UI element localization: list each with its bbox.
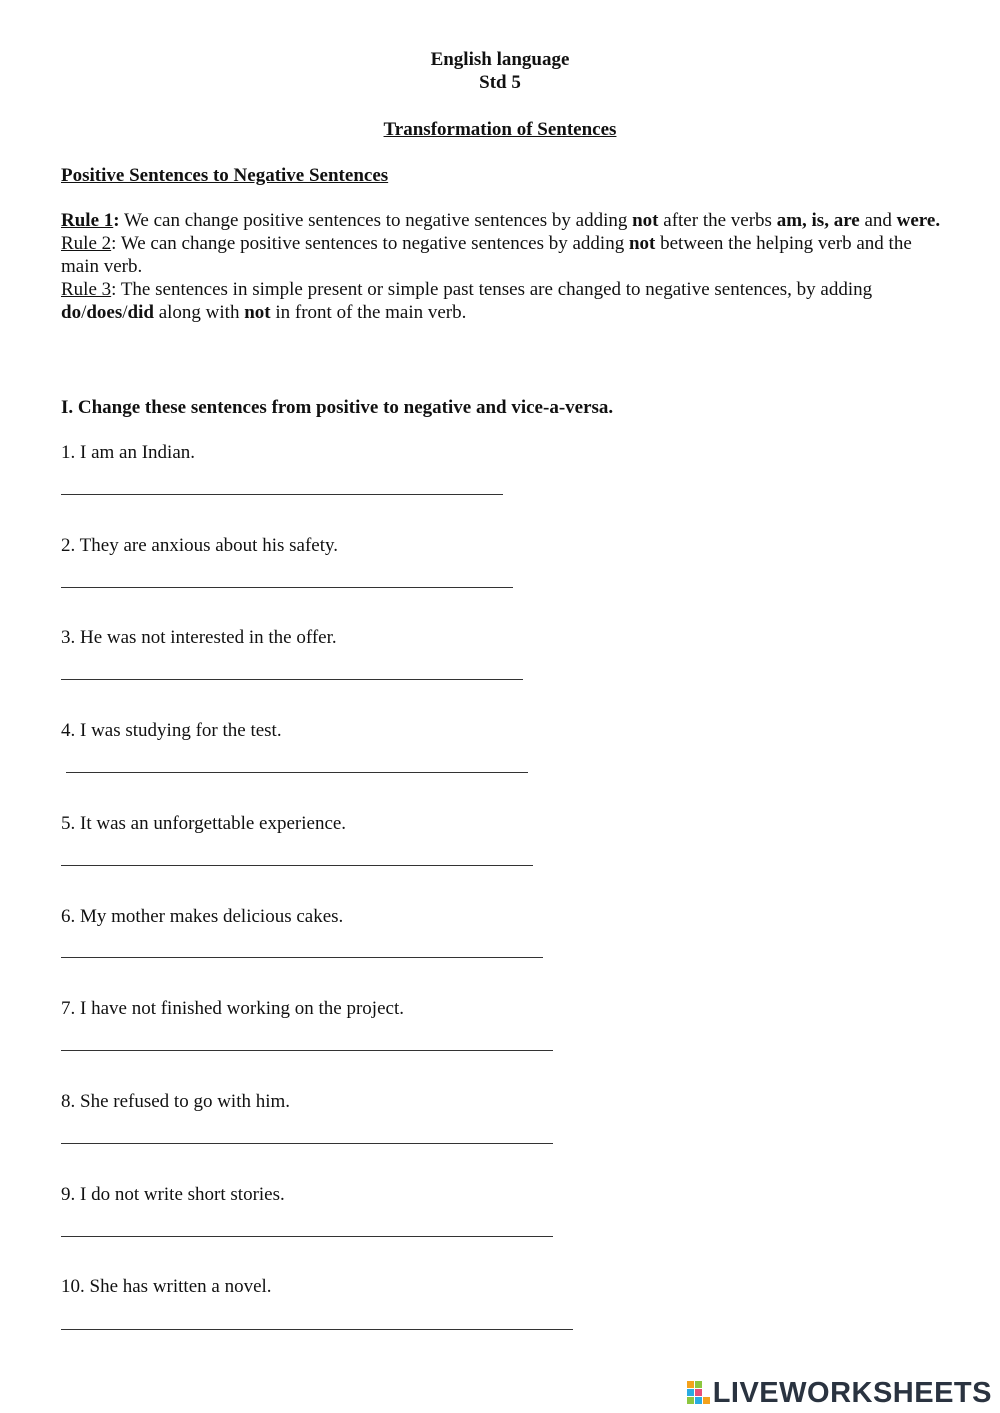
question-2: 2. They are anxious about his safety. (61, 535, 339, 556)
rule-2-text-2: between the helping verb and the main verb. (61, 233, 912, 277)
rule-2-text: : We can change positive sentences to negative sentences by adding (111, 233, 629, 254)
rule-3 (61, 278, 941, 324)
rule-1-text: We can change positive sentences to negative sentences by adding (119, 210, 633, 231)
answer-line-2[interactable] (61, 587, 513, 588)
rule-1 (61, 209, 941, 232)
rule-2 (61, 232, 941, 278)
question-9: 9. I do not write short stories. (61, 1184, 285, 1205)
page-title: Transformation of Sentences (383, 119, 617, 140)
liveworksheets-logo-icon (687, 1381, 711, 1405)
rule-3-text: : The sentences in simple present or simple past tenses are changed to negative sentences, by adding (111, 279, 873, 300)
rule-3-label: Rule 3 (61, 279, 112, 300)
rule-1-text-2: after the verbs (658, 210, 777, 231)
question-8: 8. She refused to go with him. (61, 1091, 291, 1112)
answer-line-9[interactable] (61, 1236, 553, 1237)
rule-3-slash: / (81, 302, 87, 323)
rule-1-colon: : (113, 210, 120, 231)
answer-line-6[interactable] (61, 957, 543, 958)
rule-1-label: Rule 1 (61, 210, 114, 231)
answer-line-5[interactable] (61, 865, 533, 866)
rule-1-bold-were: were. (896, 210, 941, 231)
answer-line-3[interactable] (61, 679, 523, 680)
rule-2-label: Rule 2 (61, 233, 112, 254)
liveworksheets-logo[interactable] (687, 1378, 992, 1408)
question-10: 10. She has written a novel. (61, 1276, 272, 1297)
question-1: 1. I am an Indian. (61, 442, 196, 463)
rule-3-slash: / (122, 302, 128, 323)
question-3: 3. He was not interested in the offer. (61, 627, 337, 648)
page-title-wrap (0, 118, 1000, 141)
answer-line-8[interactable] (61, 1143, 553, 1144)
question-7: 7. I have not finished working on the project. (61, 998, 404, 1019)
grade-label: Std 5 (479, 72, 521, 93)
exercise-instruction: I. Change these sentences from positive to negative and vice-a-versa. (61, 397, 614, 418)
subject-title: English language (430, 49, 570, 70)
rule-1-text-3: and (859, 210, 897, 231)
rules-block (61, 209, 941, 324)
rule-3-text-3: in front of the main verb. (270, 302, 467, 323)
question-4: 4. I was studying for the test. (61, 720, 282, 741)
answer-line-4[interactable] (66, 772, 528, 773)
answer-line-7[interactable] (61, 1050, 553, 1051)
rule-1-bold-verbs: am, is, are (776, 210, 860, 231)
rule-3-bold-did: did (127, 302, 154, 323)
section-title: Positive Sentences to Negative Sentences (61, 165, 389, 186)
rule-3-bold-not: not (244, 302, 271, 323)
rule-3-text-2: along with (153, 302, 245, 323)
rule-1-bold-not: not (632, 210, 659, 231)
liveworksheets-brand: LIVEWORKSHEETS (712, 1377, 992, 1409)
answer-line-10[interactable] (61, 1329, 573, 1330)
question-6: 6. My mother makes delicious cakes. (61, 906, 344, 927)
rule-3-bold-does: does (86, 302, 123, 323)
answer-line-1[interactable] (61, 494, 503, 495)
rule-2-bold-not: not (628, 233, 656, 254)
question-5: 5. It was an unforgettable experience. (61, 813, 347, 834)
rule-3-bold-do: do (61, 302, 82, 323)
